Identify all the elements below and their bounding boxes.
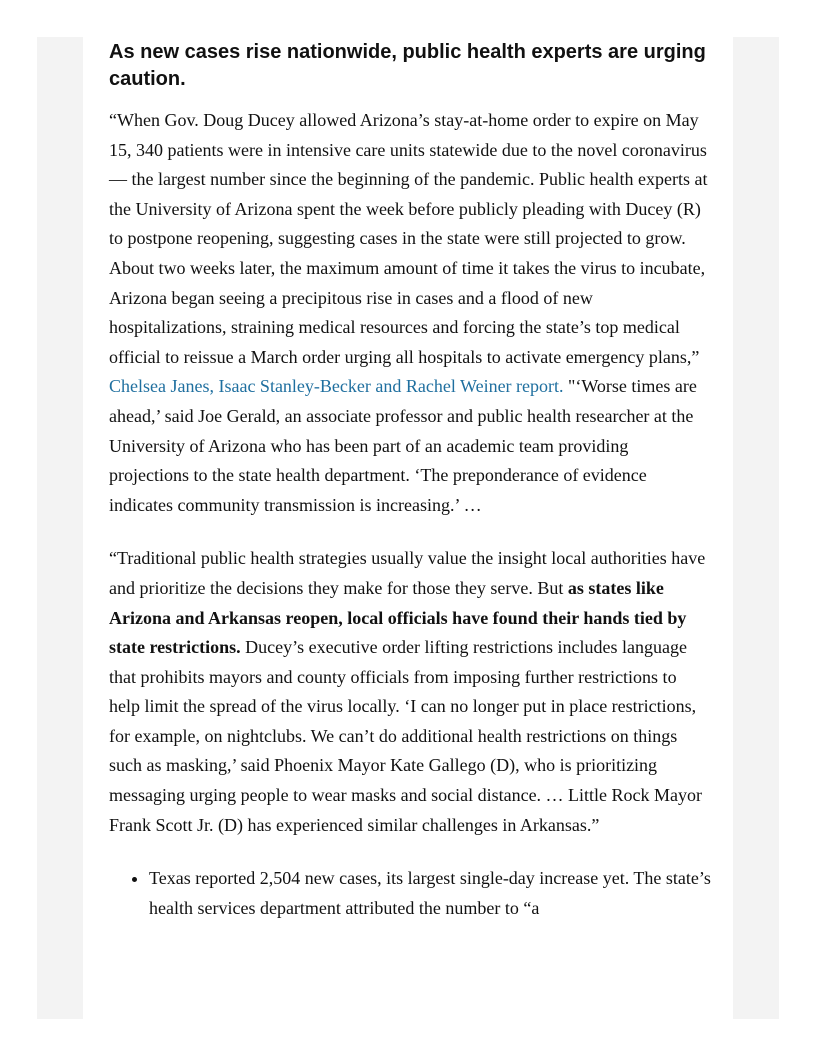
bullet-list — [109, 864, 711, 923]
paragraph-arizona-reopening — [109, 106, 711, 520]
paragraph-2-bold-emphasis: as states like Arizona and Arkansas reopen, local officials have found their hands tied by state restrictions. — [109, 577, 687, 658]
paragraph-2-text-end: Ducey’s executive order lifting restrictions includes language that prohibits mayors and county officials from imposing further restrictions to help limit the spread of the virus locally. ‘I can no longer put in place restrictions, for example, on nightclubs. We can’t do additional health restrictions on things such as masking,’ said Phoenix Mayor Kate Gallego (D), who is prioritizing messaging urging people to wear masks and social distance. … Little Rock Mayor Frank Scott Jr. (D) has experienced similar challenges in Arkansas.” — [109, 637, 703, 835]
bullet-item-texas-cases: • Texas reported 2,504 new cases, its largest single-day increase yet. The state’s health services department attributed the number to “a — [149, 864, 711, 923]
paragraph-1-text-end: "‘Worse times are ahead,’ said Joe Gerald, an associate professor and public health researcher at the University of Arizona who has been part of an academic team providing projections to the state health department. ‘The preponderance of evidence indicates community transmission is increasing.’ … — [109, 376, 697, 515]
paragraph-1-text-start: “When Gov. Doug Ducey allowed Arizona’s stay-at-home order to expire on May 15, 340 patients were in intensive care units statewide due to the novel coronavirus — the largest number since the beginning of the pandemic. Public health experts at the University of Arizona spent the week before publicly pleading with Ducey (R) to postpone reopening, suggesting cases in the state were still projected to grow. About two weeks later, the maximum amount of time it takes the virus to incubate, Arizona began seeing a precipitous rise in cases and a flood of new hospitalizations, straining medical resources and forcing the state’s top medical official to reissue a March order urging all hospitals to activate emergency plans,” — [109, 110, 708, 367]
article-column — [83, 37, 733, 1019]
article-body — [109, 37, 711, 923]
paragraph-2-text-start: “Traditional public health strategies usually value the insight local authorities have and prioritize the decisions they make for those they serve. But — [109, 548, 706, 598]
reporters-link[interactable]: Chelsea Janes, Isaac Stanley-Becker and Rachel Weiner report. — [109, 376, 564, 397]
page-frame — [37, 37, 779, 1019]
article-headline: As new cases rise nationwide, public health experts are urging caution. — [109, 41, 706, 90]
paragraph-local-officials — [109, 544, 711, 840]
